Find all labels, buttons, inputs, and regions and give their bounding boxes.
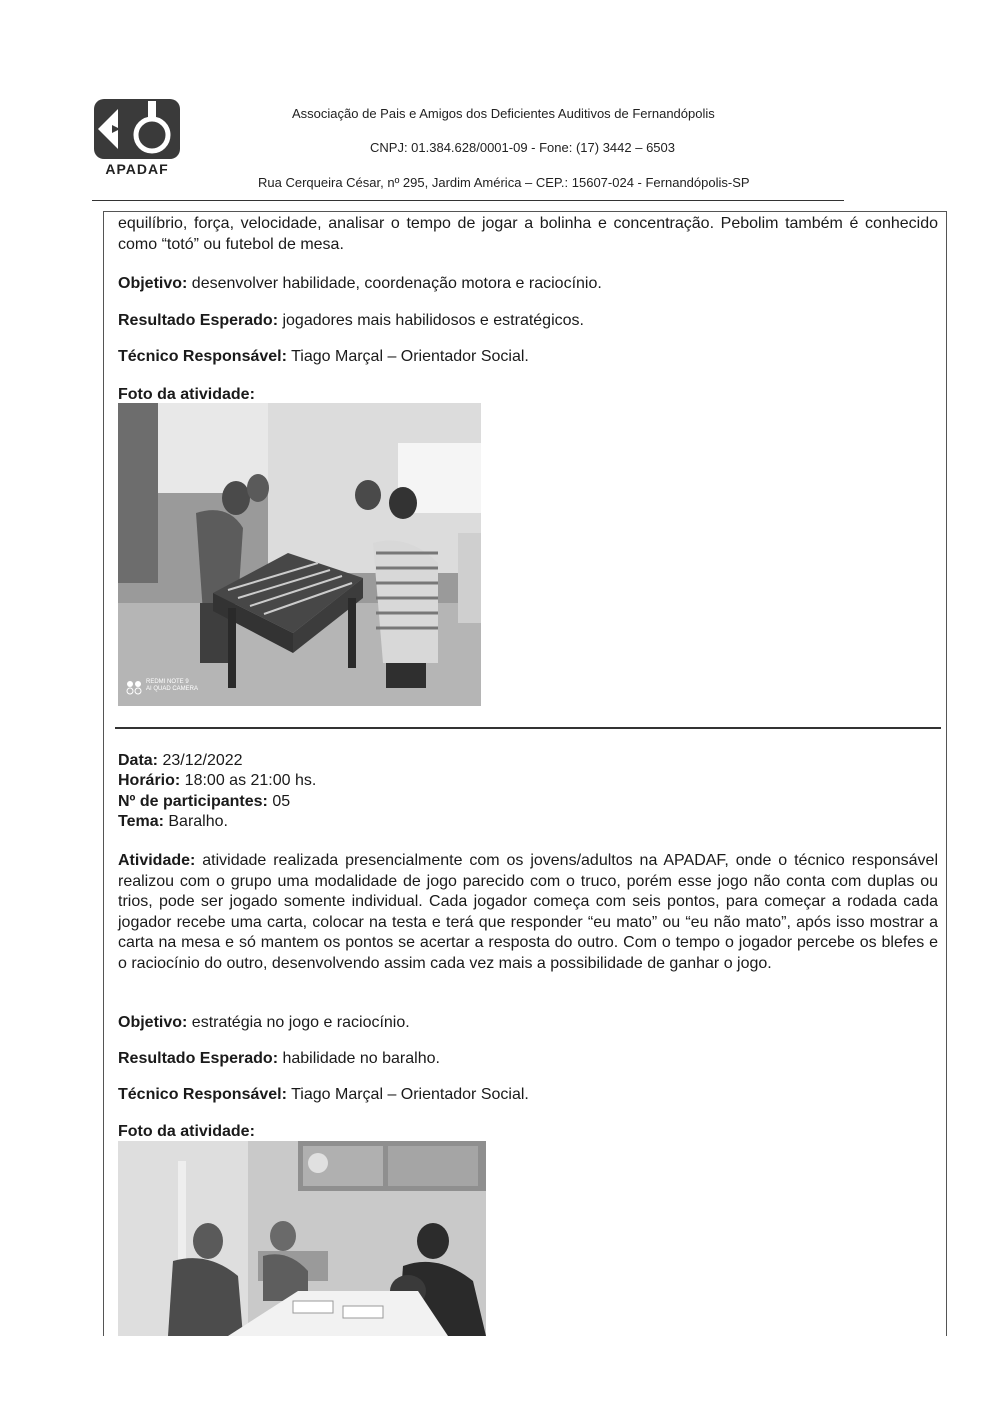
participantes-row bbox=[118, 792, 938, 813]
horario-row bbox=[118, 771, 938, 792]
horario-value: 18:00 as 21:00 hs. bbox=[180, 772, 317, 789]
continuation-paragraph: equilíbrio, força, velocidade, analisar o tempo de jogar a bolinha e concentração. Pebolim também é conhecido como “totó” ou futebol de mesa. bbox=[118, 215, 938, 253]
objetivo-2 bbox=[118, 1013, 938, 1034]
atividade-paragraph bbox=[118, 851, 938, 974]
resultado-2 bbox=[118, 1049, 938, 1070]
atividade-label: Atividade: bbox=[118, 852, 196, 869]
foto-label-2: Foto da atividade: bbox=[118, 1123, 255, 1140]
header-rule bbox=[92, 200, 844, 201]
horario-label: Horário: bbox=[118, 772, 181, 789]
address-line: Rua Cerqueira César, nº 295, Jardim América – CEP.: 15607-024 - Fernandópolis-SP bbox=[258, 175, 750, 190]
tecnico-text: Tiago Marçal – Orientador Social. bbox=[286, 1086, 529, 1103]
frame-left bbox=[103, 211, 104, 1336]
section-separator bbox=[115, 727, 941, 729]
foto-label-1: Foto da atividade: bbox=[118, 386, 255, 403]
activity-photo-foosball bbox=[118, 403, 481, 706]
objetivo-label: Objetivo: bbox=[118, 1014, 188, 1031]
tecnico-2 bbox=[118, 1085, 938, 1106]
resultado-label: Resultado Esperado: bbox=[118, 312, 279, 329]
objetivo-1 bbox=[118, 274, 938, 295]
cnpj-line: CNPJ: 01.384.628/0001-09 - Fone: (17) 3442 – 6503 bbox=[370, 140, 675, 155]
tecnico-text: Tiago Marçal – Orientador Social. bbox=[286, 348, 529, 365]
frame-right bbox=[946, 211, 947, 1336]
tema-label: Tema: bbox=[118, 813, 164, 830]
objetivo-label: Objetivo: bbox=[118, 275, 188, 292]
tecnico-1 bbox=[118, 347, 938, 368]
resultado-1 bbox=[118, 311, 938, 332]
data-row bbox=[118, 751, 938, 772]
tema-row bbox=[118, 812, 938, 833]
data-value: 23/12/2022 bbox=[158, 752, 243, 769]
tecnico-label: Técnico Responsável: bbox=[118, 1086, 287, 1103]
watermark-line-1: REDMI NOTE 9 bbox=[146, 679, 189, 685]
logo-text: APADAF bbox=[105, 161, 169, 177]
objetivo-text: estratégia no jogo e raciocínio. bbox=[187, 1014, 410, 1031]
participantes-value: 05 bbox=[267, 793, 291, 810]
frame-top bbox=[103, 211, 946, 212]
camera-watermark bbox=[146, 679, 198, 693]
resultado-label: Resultado Esperado: bbox=[118, 1050, 279, 1067]
resultado-text: jogadores mais habilidosos e estratégicos. bbox=[278, 312, 584, 329]
tema-value: Baralho. bbox=[163, 813, 228, 830]
resultado-text: habilidade no baralho. bbox=[278, 1050, 440, 1067]
participantes-label: Nº de participantes: bbox=[118, 793, 268, 810]
atividade-text: atividade realizada presencialmente com os jovens/adultos na APADAF, onde o técnico responsável realizou com o grupo uma modalidade de jogo parecido com o truco, porém esse jogo não conta com duplas ou trios, pode ser jogado somente individual. Cada jogador começa com seis pontos, para começar a rodada cada jogador recebe uma carta, colocar na testa e terá que responder “eu mato” ou “eu não mato”, após isso mostrar a carta na mesa e só mantem os pontos se acertar a resposta do outro. Com o tempo o jogador percebe os blefes e o raciocínio do outro, desenvolvendo assim cada vez mais a possibilidade de ganhar o jogo. bbox=[118, 852, 938, 972]
activity-photo-cards bbox=[118, 1141, 486, 1336]
watermark-line-2: AI QUAD CAMERA bbox=[146, 686, 199, 692]
data-label: Data: bbox=[118, 752, 159, 769]
tecnico-label: Técnico Responsável: bbox=[118, 348, 287, 365]
objetivo-text: desenvolver habilidade, coordenação motora e raciocínio. bbox=[187, 275, 602, 292]
org-name: Associação de Pais e Amigos dos Deficientes Auditivos de Fernandópolis bbox=[292, 106, 715, 121]
